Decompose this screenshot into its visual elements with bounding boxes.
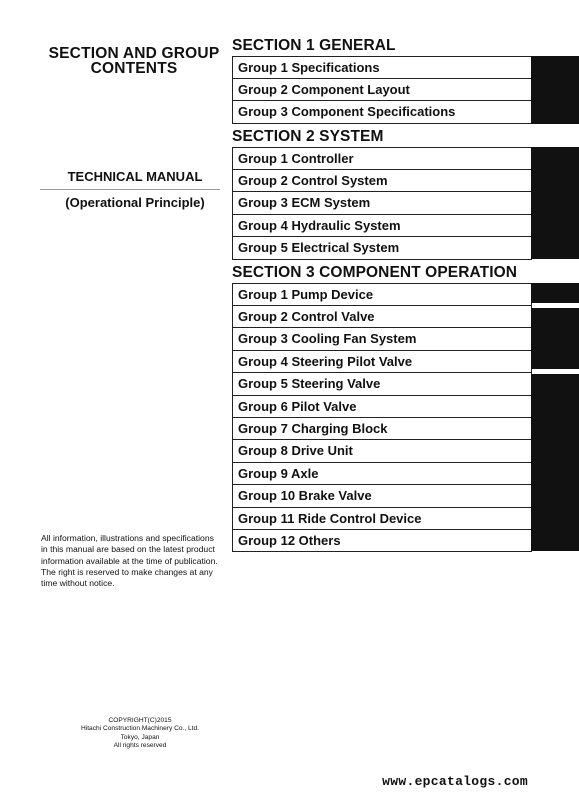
group-link[interactable]: Group 3 Component Specifications — [232, 101, 532, 123]
group-link[interactable]: Group 4 Hydraulic System — [232, 215, 532, 237]
group-link[interactable]: Group 3 ECM System — [232, 192, 532, 214]
disclaimer-text: All information, illustrations and specifications in this manual are based on the latest product information available at the time of publication. The right is reserved to make changes at any time without notice. — [41, 533, 218, 589]
section-2-heading: SECTION 2 SYSTEM — [232, 128, 384, 145]
manual-title: TECHNICAL MANUAL — [67, 169, 203, 184]
group-link[interactable]: Group 10 Brake Valve — [232, 485, 532, 507]
group-link[interactable]: Group 2 Control Valve — [232, 306, 532, 328]
section-tab[interactable] — [531, 147, 579, 259]
section-3-tab-strip — [531, 283, 579, 551]
group-link[interactable]: Group 9 Axle — [232, 463, 532, 485]
group-link[interactable]: Group 6 Pilot Valve — [232, 396, 532, 418]
group-link[interactable]: Group 1 Pump Device — [232, 283, 532, 306]
section-1-group-list — [232, 56, 532, 124]
page-title — [40, 46, 228, 76]
section-tab[interactable] — [531, 374, 579, 551]
group-link[interactable]: Group 11 Ride Control Device — [232, 508, 532, 530]
group-link[interactable]: Group 7 Charging Block — [232, 418, 532, 440]
group-link[interactable]: Group 2 Control System — [232, 170, 532, 192]
copyright-line: COPYRIGHT(C)2015 — [108, 717, 172, 724]
group-link[interactable]: Group 3 Cooling Fan System — [232, 328, 532, 350]
section-3-heading: SECTION 3 COMPONENT OPERATION — [232, 264, 518, 281]
section-2-tab-strip — [531, 147, 579, 259]
section-1-tab-strip — [531, 56, 579, 124]
group-link[interactable]: Group 5 Electrical System — [232, 237, 532, 259]
group-link[interactable]: Group 2 Component Layout — [232, 79, 532, 101]
section-3-group-list — [232, 283, 532, 552]
location-line: Tokyo, Japan — [120, 733, 160, 741]
group-link[interactable]: Group 4 Steering Pilot Valve — [232, 351, 532, 373]
website-watermark: www.epcatalogs.com — [382, 774, 528, 789]
manual-title-divider — [40, 189, 220, 190]
section-tab[interactable] — [531, 56, 579, 124]
manual-subtitle: (Operational Principle) — [65, 195, 205, 210]
page-title-line2: CONTENTS — [90, 60, 178, 77]
group-link[interactable]: Group 1 Controller — [232, 147, 532, 170]
section-tab[interactable] — [531, 308, 579, 369]
section-tab[interactable] — [531, 283, 579, 303]
section-2-group-list — [232, 147, 532, 260]
rights-line: All rights reserved — [113, 741, 167, 749]
copyright-block — [60, 717, 220, 750]
company-line: Hitachi Construction Machinery Co., Ltd. — [80, 725, 199, 733]
group-link[interactable]: Group 5 Steering Valve — [232, 373, 532, 395]
group-link[interactable]: Group 12 Others — [232, 530, 532, 552]
group-link[interactable]: Group 8 Drive Unit — [232, 440, 532, 462]
group-link[interactable]: Group 1 Specifications — [232, 56, 532, 79]
section-1-heading: SECTION 1 GENERAL — [232, 37, 396, 54]
page-title-line1: SECTION AND GROUP — [48, 45, 220, 62]
